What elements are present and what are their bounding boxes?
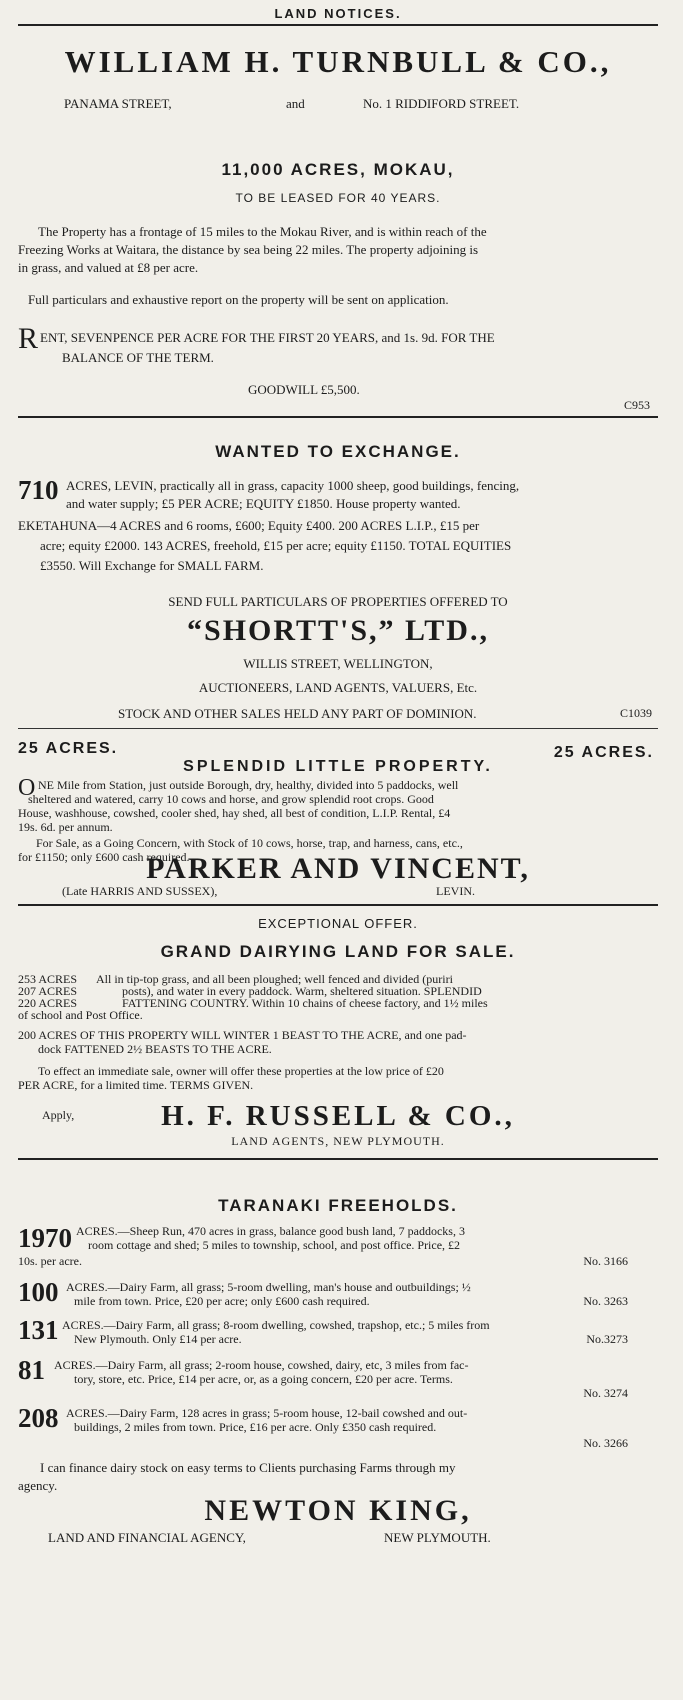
body-line: £3550. Will Exchange for SMALL FARM. [40, 558, 264, 573]
body-line: tory, store, etc. Price, £14 per acre, or, as a going concern, £20 per acre. Terms. [74, 1372, 453, 1386]
body-line: ACRES.—Dairy Farm, 128 acres in grass; 5-room house, 12-bail cowshed and out- [66, 1406, 468, 1420]
body-line: 10s. per acre. [18, 1254, 82, 1268]
acreage-number: 131 [18, 1315, 59, 1345]
acres-left: 25 ACRES. [18, 740, 119, 757]
listing-code: No. 3166 [583, 1254, 628, 1268]
acreage-number: 208 [18, 1403, 59, 1433]
address: WILLIS STREET, WELLINGTON, [243, 656, 433, 671]
acreage-number: 710 [18, 475, 59, 505]
goodwill: GOODWILL £5,500. [248, 382, 360, 397]
body-line: posts), and water in every paddock. Warm, sheltered situation. SPLENDID [122, 984, 482, 998]
listing-code: No. 3266 [583, 1436, 628, 1450]
advertiser-name: H. F. RUSSELL & CO., [161, 1100, 515, 1132]
listing-code: No.3273 [586, 1332, 628, 1346]
body-line: ACRES.—Sheep Run, 470 acres in grass, balance good bush land, 7 paddocks, 3 [76, 1224, 465, 1238]
body-line: For Sale, as a Going Concern, with Stock of 10 cows, horse, trap, and harness, cans, etc., [36, 836, 463, 850]
body-line: ENT, SEVENPENCE PER ACRE FOR THE FIRST 20 YEARS, and 1s. 9d. FOR THE [40, 330, 495, 345]
body-line: buildings, 2 miles from town. Price, £16 per acre. Only £350 cash required. [74, 1420, 437, 1434]
body-line: ACRES, LEVIN, practically all in grass, capacity 1000 sheep, good buildings, fencing, [66, 478, 520, 493]
town: LEVIN. [436, 884, 475, 898]
advertiser-name: NEWTON KING, [204, 1494, 472, 1527]
acreage-number: 81 [18, 1355, 45, 1385]
body-line: sheltered and watered, carry 10 cows and horse, and grow splendid root crops. Good [28, 792, 434, 806]
address-and: and [286, 96, 305, 111]
body-line: PER ACRE, for a limited time. TERMS GIVEN. [18, 1078, 254, 1092]
body-line: ACRES.—Dairy Farm, all grass; 5-room dwelling, man's house and outbuildings; ½ [66, 1280, 471, 1294]
body-line: NE Mile from Station, just outside Borough, dry, healthy, divided into 5 paddocks, well [38, 778, 459, 792]
body-line: room cottage and shed; 5 miles to township, school, and post office. Price, £2 [88, 1238, 461, 1252]
agency-line: LAND AND FINANCIAL AGENCY, [48, 1530, 246, 1545]
advert-code: C953 [623, 398, 650, 412]
advertiser-name: WILLIAM H. TURNBULL & CO., [64, 44, 612, 79]
divider [18, 904, 658, 906]
acres-right: 25 ACRES. [553, 744, 654, 761]
body-line: House, washhouse, cowshed, cooler shed, hay shed, all best of condition, L.I.P. Rental, £4 [18, 806, 451, 820]
town: NEW PLYMOUTH. [384, 1530, 491, 1545]
body-line: The Property has a frontage of 15 miles to the Mokau River, and is within reach of the [38, 224, 487, 239]
drop-cap: O [18, 775, 36, 801]
late-name: (Late HARRIS AND SUSSEX), [62, 884, 218, 898]
body-line: To effect an immediate sale, owner will offer these properties at the low price of £20 [38, 1064, 444, 1078]
body-line: BALANCE OF THE TERM. [62, 350, 214, 365]
body-line: dock FATTENED 2½ BEASTS TO THE ACRE. [38, 1042, 272, 1056]
section-header: LAND NOTICES. [274, 6, 402, 21]
advertiser-name: PARKER AND VINCENT, [146, 852, 530, 885]
advertiser-name: “SHORTT'S,” LTD., [187, 614, 489, 647]
subheadline: TO BE LEASED FOR 40 YEARS. [235, 191, 441, 205]
body-line: in grass, and valued at £8 per acre. [18, 260, 199, 275]
headline: WANTED TO EXCHANGE. [215, 442, 461, 461]
acreage: 207 ACRES [18, 984, 78, 998]
body-line: ACRES.—Dairy Farm, all grass; 2-room house, cowshed, dairy, etc, 3 miles from fac- [54, 1358, 469, 1372]
divider [18, 1158, 658, 1160]
body-line: Freezing Works at Waitara, the distance by sea being 22 miles. The property adjoining is [18, 242, 479, 257]
drop-cap: R [18, 322, 39, 355]
agent-line: LAND AGENTS, NEW PLYMOUTH. [231, 1134, 445, 1148]
body-line: for £1150; only £600 cash required. [18, 850, 190, 864]
stock-line: STOCK AND OTHER SALES HELD ANY PART OF DOMINION. [118, 706, 477, 721]
address-left: PANAMA STREET, [64, 96, 172, 111]
body-line: 200 ACRES OF THIS PROPERTY WILL WINTER 1 BEAST TO THE ACRE, and one pad- [18, 1028, 467, 1042]
apply-label: Apply, [42, 1108, 75, 1122]
address-right: No. 1 RIDDIFORD STREET. [363, 96, 520, 111]
body-line: mile from town. Price, £20 per acre; only £600 cash required. [74, 1294, 370, 1308]
body-line: I can finance dairy stock on easy terms to Clients purchasing Farms through my [40, 1460, 456, 1475]
body-line: of school and Post Office. [18, 1008, 143, 1022]
body-line: All in tip-top grass, and all been ploughed; well fenced and divided (puriri [96, 972, 453, 986]
body-line: agency. [18, 1478, 58, 1493]
newspaper-page [18, 0, 658, 1700]
trade-line: AUCTIONEERS, LAND AGENTS, VALUERS, Etc. [198, 680, 478, 695]
body-line: ACRES.—Dairy Farm, all grass; 8-room dwelling, cowshed, trapshop, etc.; 5 miles from [62, 1318, 490, 1332]
listing-code: No. 3263 [583, 1294, 628, 1308]
divider [18, 728, 658, 729]
body-line: 19s. 6d. per annum. [18, 820, 113, 834]
body-line: Full particulars and exhaustive report on the property will be sent on application. [28, 292, 449, 307]
divider [18, 416, 658, 418]
divider [18, 24, 658, 26]
headline: TARANAKI FREEHOLDS. [218, 1196, 458, 1215]
acreage: 253 ACRES [18, 972, 78, 986]
headline: 11,000 ACRES, MOKAU, [221, 160, 455, 179]
headline: GRAND DAIRYING LAND FOR SALE. [160, 942, 516, 961]
headline: SPLENDID LITTLE PROPERTY. [183, 758, 493, 775]
body-line: New Plymouth. Only £14 per acre. [74, 1332, 242, 1346]
body-line: FATTENING COUNTRY. Within 10 chains of cheese factory, and 1½ miles [122, 996, 488, 1010]
send-line: SEND FULL PARTICULARS OF PROPERTIES OFFERED TO [168, 594, 508, 609]
acreage-number: 1970 [18, 1223, 72, 1253]
body-line: and water supply; £5 PER ACRE; EQUITY £1850. House property wanted. [66, 496, 461, 511]
listing-code: No. 3274 [583, 1386, 628, 1400]
offer-label: EXCEPTIONAL OFFER. [258, 916, 418, 931]
acreage-number: 100 [18, 1277, 59, 1307]
advert-code: C1039 [619, 706, 652, 720]
acreage: 220 ACRES [18, 996, 78, 1010]
body-line: acre; equity £2000. 143 ACRES, freehold, £15 per acre; equity £1150. TOTAL EQUITIES [40, 538, 512, 553]
body-line: EKETAHUNA—4 ACRES and 6 rooms, £600; Equity £400. 200 ACRES L.I.P., £15 per [18, 518, 480, 533]
